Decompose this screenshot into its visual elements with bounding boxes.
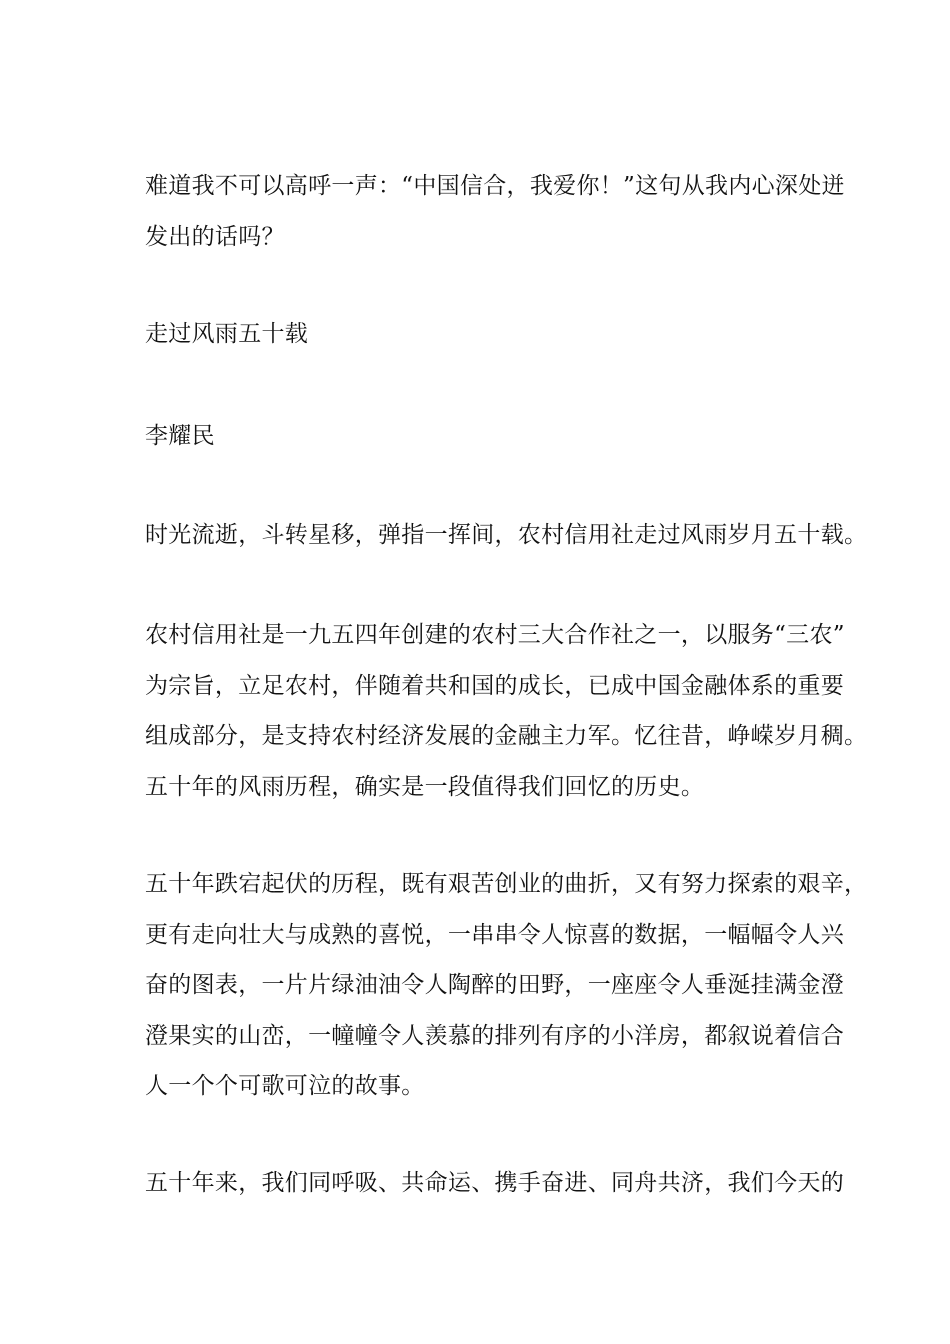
text-line: 澄果实的山峦，一幢幢令人羡慕的排列有序的小洋房，都叙说着信合 [145,1023,844,1049]
text-line: 五十年来，我们同呼吸、共命运、携手奋进、同舟共济，我们今天的 [145,1170,844,1196]
article-author: 李耀民 [145,423,215,449]
article-title: 走过风雨五十载 [145,321,309,347]
text-line: 时光流逝，斗转星移，弹指一挥间，农村信用社走过风雨岁月五十载。 [145,522,868,548]
text-line: 五十年的风雨历程，确实是一段值得我们回忆的历史。 [145,774,705,800]
text-line: 更有走向壮大与成熟的喜悦，一串串令人惊喜的数据，一幅幅令人兴 [145,922,844,948]
text-line: 五十年跌宕起伏的历程，既有艰苦创业的曲折，又有努力探索的艰辛， [145,871,868,897]
text-line: 难道我不可以高呼一声：“中国信合，我爱你！”这句从我内心深处迸 [145,173,845,199]
text-line: 发出的话吗？ [145,224,285,250]
text-line: 奋的图表，一片片绿油油令人陶醉的田野，一座座令人垂涎挂满金澄 [145,972,844,998]
text-line: 农村信用社是一九五四年创建的农村三大合作社之一，以服务“三农” [145,622,845,648]
text-line: 人一个个可歌可泣的故事。 [145,1073,425,1099]
text-line: 为宗旨，立足农村，伴随着共和国的成长，已成中国金融体系的重要 [145,673,844,699]
text-line: 组成部分，是支持农村经济发展的金融主力军。忆往昔，峥嵘岁月稠。 [145,723,868,749]
